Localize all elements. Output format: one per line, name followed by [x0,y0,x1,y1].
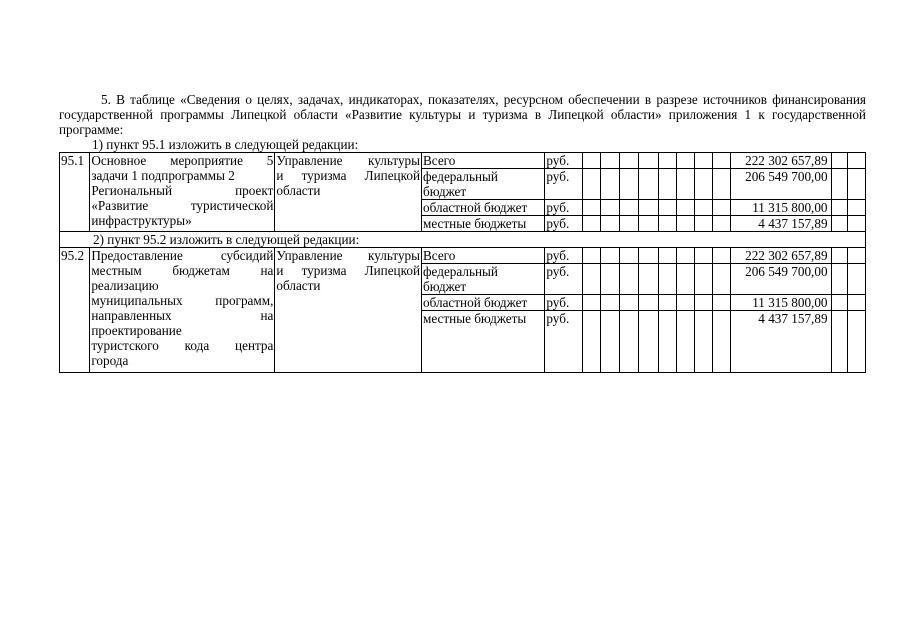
unit: руб. [545,295,582,311]
exec-line: Управление культуры [276,248,421,263]
exec-line: области [276,183,321,198]
executor [275,248,422,373]
amount: 222 302 657,89 [731,153,831,169]
source-name: федеральный бюджет [422,264,545,295]
row-number: 95.1 [60,153,90,232]
desc-line: «Развитие туристической [91,198,274,213]
desc-line: Региональный проект [91,183,274,198]
amount: 4 437 157,89 [731,311,831,373]
measure-description [90,248,275,373]
desc-line: задачи 1 подпрограммы 2 [91,168,235,183]
unit: руб. [545,264,582,295]
source-name: Всего [422,153,545,169]
unit: руб. [545,153,582,169]
table-row [60,153,866,169]
amendment-table [59,152,866,373]
item2-heading: 2) пункт 95.2 изложить в следующей редакции: [60,232,866,248]
source-name: федеральный бюджет [422,169,545,200]
source-name: местные бюджеты [422,216,545,232]
desc-line: муниципальных программ, [91,293,274,308]
unit: руб. [545,169,582,200]
exec-line: и туризма Липецкой [276,168,421,183]
exec-line: и туризма Липецкой [276,263,421,278]
source-name: Всего [422,248,545,264]
measure-description [90,153,275,232]
source-name: областной бюджет [422,200,545,216]
amount: 11 315 800,00 [731,295,831,311]
amount: 222 302 657,89 [731,248,831,264]
executor [275,153,422,232]
amount: 206 549 700,00 [731,169,831,200]
desc-line: местным бюджетам на [91,263,274,278]
unit: руб. [545,200,582,216]
desc-line: проектирование [91,323,182,338]
row-number: 95.2 [60,248,90,373]
desc-line: направленных на [91,308,274,323]
table-row [60,248,866,264]
exec-line: Управление культуры [276,153,421,168]
item1-heading: 1) пункт 95.1 изложить в следующей редакции: [92,137,359,152]
desc-line: Предоставление субсидий [91,248,274,263]
source-name: областной бюджет [422,295,545,311]
unit: руб. [545,216,582,232]
amount: 4 437 157,89 [731,216,831,232]
document-body [59,92,866,373]
amount: 206 549 700,00 [731,264,831,295]
desc-line: туристского кода центра [91,338,274,353]
source-name: местные бюджеты [422,311,545,373]
amount: 11 315 800,00 [731,200,831,216]
table-row [60,232,866,248]
desc-line: Основное мероприятие 5 [91,153,274,168]
intro-paragraph: 5. В таблице «Сведения о целях, задачах, индикаторах, показателях, ресурсном обеспечении в разрезе источников финансирования государственной программы Липецкой области «Развитие культуры и туризма в Липецкой области» приложения 1 к государственной программе: [59,92,866,137]
desc-line: инфраструктуры» [91,213,192,228]
unit: руб. [545,248,582,264]
unit: руб. [545,311,582,373]
exec-line: области [276,278,321,293]
desc-line: города [91,353,129,368]
desc-line: реализацию [91,278,159,293]
